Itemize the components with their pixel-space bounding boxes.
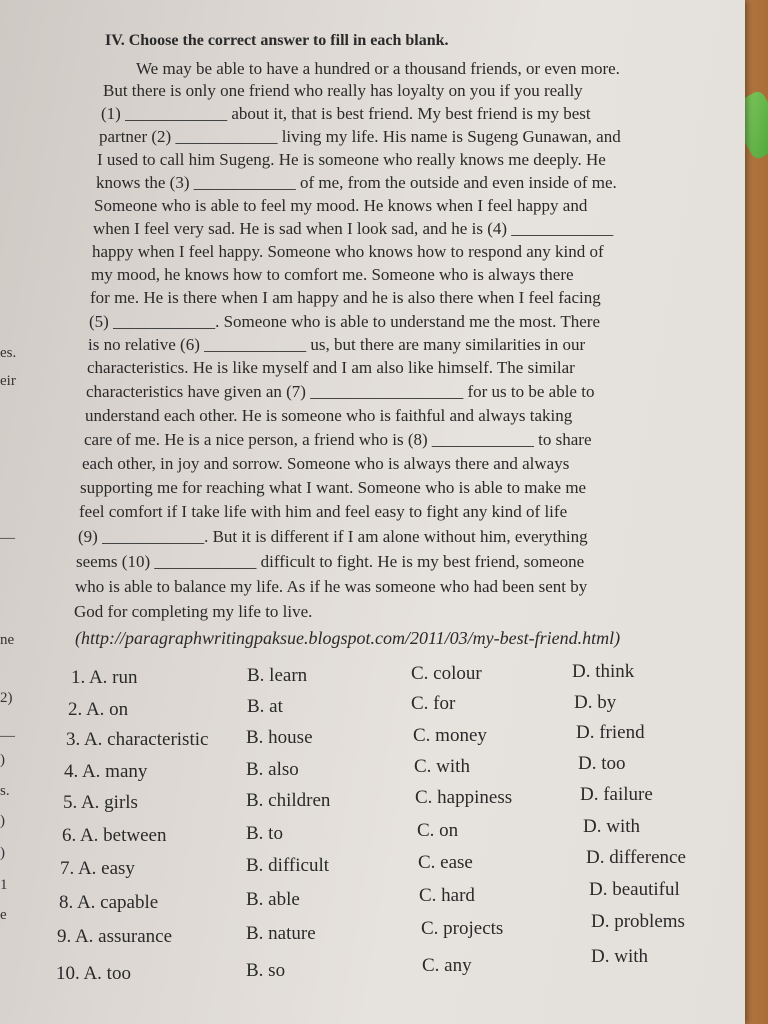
- option-d: D. with: [591, 946, 648, 967]
- passage-line: is no relative (6) ____________ us, but there are many similarities in our: [88, 335, 586, 354]
- option-c: C. money: [413, 725, 487, 746]
- passage-line: for me. He is there when I am happy and he is also there when I feel facing: [90, 288, 601, 307]
- passage-line: care of me. He is a nice person, a friend who is (8) ____________ to share: [84, 430, 592, 449]
- option-a: 3. A. characteristic: [66, 729, 209, 750]
- option-a: 5. A. girls: [63, 792, 138, 813]
- option-a: 8. A. capable: [59, 892, 159, 913]
- option-a: 2. A. on: [68, 699, 129, 720]
- section-heading: IV. Choose the correct answer to fill in each blank.: [105, 32, 449, 49]
- option-a: 9. A. assurance: [57, 926, 173, 947]
- passage-line: (9) ____________. But it is different if I am alone without him, everything: [78, 527, 588, 546]
- option-c: C. with: [414, 756, 470, 777]
- margin-fragment: ne: [0, 632, 15, 648]
- option-b: B. difficult: [246, 855, 330, 876]
- option-b: B. house: [246, 727, 313, 748]
- option-d: D. problems: [591, 911, 685, 932]
- option-d: D. difference: [586, 847, 686, 868]
- option-d: D. think: [572, 661, 635, 682]
- option-a: 4. A. many: [64, 761, 148, 782]
- option-c: C. happiness: [415, 787, 513, 808]
- option-a: 10. A. too: [56, 963, 131, 984]
- passage-line: knows the (3) ____________ of me, from the outside and even inside of me.: [96, 173, 617, 192]
- margin-fragment: es.: [0, 345, 17, 361]
- margin-fragment: e: [0, 907, 7, 923]
- passage-line: (5) ____________. Someone who is able to understand me the most. There: [89, 312, 601, 331]
- passage-line: when I feel very sad. He is sad when I look sad, and he is (4) ____________: [93, 219, 614, 238]
- passage-line: (1) ____________ about it, that is best friend. My best friend is my best: [101, 104, 591, 123]
- option-b: B. nature: [246, 923, 316, 944]
- option-b: B. children: [246, 790, 331, 811]
- passage-line: happy when I feel happy. Someone who knows how to respond any kind of: [92, 242, 604, 261]
- option-d: D. failure: [580, 784, 653, 805]
- option-b: B. so: [246, 960, 286, 981]
- passage-line: my mood, he knows how to comfort me. Someone who is always there: [91, 265, 574, 284]
- option-d: D. too: [578, 753, 626, 774]
- passage-line: understand each other. He is someone who is faithful and always taking: [85, 406, 573, 425]
- option-a: 6. A. between: [62, 825, 167, 846]
- option-b: B. at: [247, 696, 283, 717]
- margin-fragment: ): [0, 752, 5, 768]
- option-a: 1. A. run: [71, 667, 138, 688]
- passage-line: each other, in joy and sorrow. Someone who is always there and always: [82, 454, 570, 473]
- option-c: C. on: [417, 820, 459, 841]
- option-d: D. friend: [576, 722, 645, 743]
- option-c: C. ease: [418, 852, 473, 873]
- passage-line: partner (2) ____________ living my life. His name is Sugeng Gunawan, and: [99, 127, 621, 146]
- option-c: C. projects: [421, 918, 504, 939]
- margin-fragment: 1: [0, 877, 8, 893]
- option-b: B. also: [246, 759, 299, 780]
- margin-fragment: —: [0, 530, 15, 546]
- passage-line: characteristics have given an (7) __________________ for us to be able to: [86, 382, 595, 401]
- option-c: C. for: [411, 693, 456, 714]
- margin-fragment: ): [0, 813, 5, 829]
- passage-line: I used to call him Sugeng. He is someone who really knows me deeply. He: [97, 150, 606, 169]
- option-d: D. with: [583, 816, 640, 837]
- option-c: C. hard: [419, 885, 475, 906]
- passage-line: But there is only one friend who really has loyalty on you if you really: [103, 81, 583, 100]
- option-c: C. colour: [411, 663, 482, 684]
- source-citation: (http://paragraphwritingpaksue.blogspot.com/2011/03/my-best-friend.html): [75, 628, 621, 648]
- option-d: D. by: [574, 692, 617, 713]
- option-c: C. any: [422, 955, 472, 976]
- option-b: B. to: [246, 823, 283, 844]
- passage-line: God for completing my life to live.: [74, 602, 313, 621]
- passage-line: We may be able to have a hundred or a thousand friends, or even more.: [136, 59, 620, 78]
- margin-fragment: s.: [0, 783, 10, 799]
- option-b: B. able: [246, 889, 300, 910]
- passage-line: characteristics. He is like myself and I am also like himself. The similar: [87, 358, 575, 377]
- margin-fragment: 2): [0, 690, 13, 706]
- passage-line: supporting me for reaching what I want. Someone who is able to make me: [80, 478, 587, 497]
- margin-fragment: eir: [0, 373, 16, 389]
- option-d: D. beautiful: [589, 879, 680, 900]
- option-a: 7. A. easy: [60, 858, 135, 879]
- margin-fragment: ): [0, 845, 5, 861]
- passage-line: seems (10) ____________ difficult to fight. He is my best friend, someone: [76, 552, 585, 571]
- passage-line: feel comfort if I take life with him and feel easy to fight any kind of life: [79, 502, 568, 521]
- option-b: B. learn: [247, 665, 308, 686]
- passage-line: who is able to balance my life. As if he was someone who had been sent by: [75, 577, 588, 596]
- passage-line: Someone who is able to feel my mood. He knows when I feel happy and: [94, 196, 588, 215]
- margin-fragment: —: [0, 728, 15, 744]
